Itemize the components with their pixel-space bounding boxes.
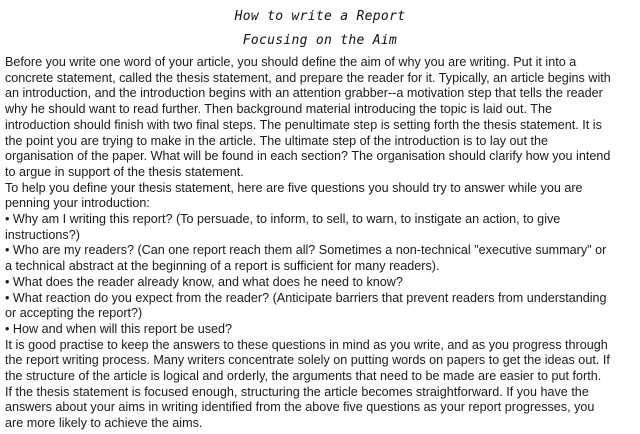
bullet-line: instructions?) [5,227,80,242]
body-line: To help you define your thesis statement, here are five questions you should try to answer while you are [5,180,583,195]
bullet-line: • Why am I writing this report? (To persuade, to inform, to sell, to warn, to instigate an action, to give [5,212,561,227]
body-line: concrete statement, called the thesis statement, and prepare the reader for it. Typically, an article begins with [5,70,611,85]
bullet-line: a technical abstract at the beginning of a report is sufficient for many readers). [5,259,440,274]
body-line: answers about your aims in writing identified from the above five questions as your report progresses, you [5,400,595,415]
body-line: Before you write one word of your article, you should define the aim of why you are writing. Put it into a [5,55,577,69]
bullet-line: or accepting the report?) [5,306,143,321]
body-line: organisation of the paper. What will be found in each section? The organisation should clarify how you intend [5,149,611,164]
body-line: If the thesis statement is focused enough, structuring the article becomes straightforward. If you have the [5,384,589,399]
body-line: are more likely to achieve the aims. [5,416,203,431]
body-line: the structure of the article is logical and orderly, the arguments that need to be made are easier to put forth. [5,369,602,384]
body-line: the point you are trying to make in the article. The ultimate step of the introduction is to lay out the [5,133,549,148]
bullet-line: • What reaction do you expect from the reader? (Anticipate barriers that prevent readers from understanding [5,290,607,305]
body-line: an introduction, and the introduction begins with an attention grabber--a motivation step that tells the reader [5,86,603,101]
body-line: the report writing process. Many writers concentrate solely on putting words on papers to get the ideas out. If [5,353,610,368]
body-line: to argue in support of the thesis statement. [5,164,244,179]
body-line: penning your introduction: [5,196,150,211]
body-line: introduction should finish with two final steps. The penultimate step is setting forth the thesis statement. It is [5,117,602,132]
document-subtitle: Focusing on the Aim [242,33,398,48]
body-line: It is good practise to keep the answers to these questions in mind as you write, and as you progress through [5,337,608,352]
bullet-line: • What does the reader already know, and what does he need to know? [5,274,403,289]
document-title: How to write a Report [234,9,406,24]
body-line: why he should want to read further. Then background material introducing the topic is laid out. The [5,102,552,117]
bullet-line: • Who are my readers? (Can one report reach them all? Sometimes a non-technical "executive summary" or [5,243,607,258]
document-body [5,55,637,432]
bullet-line: • How and when will this report be used? [5,321,233,336]
